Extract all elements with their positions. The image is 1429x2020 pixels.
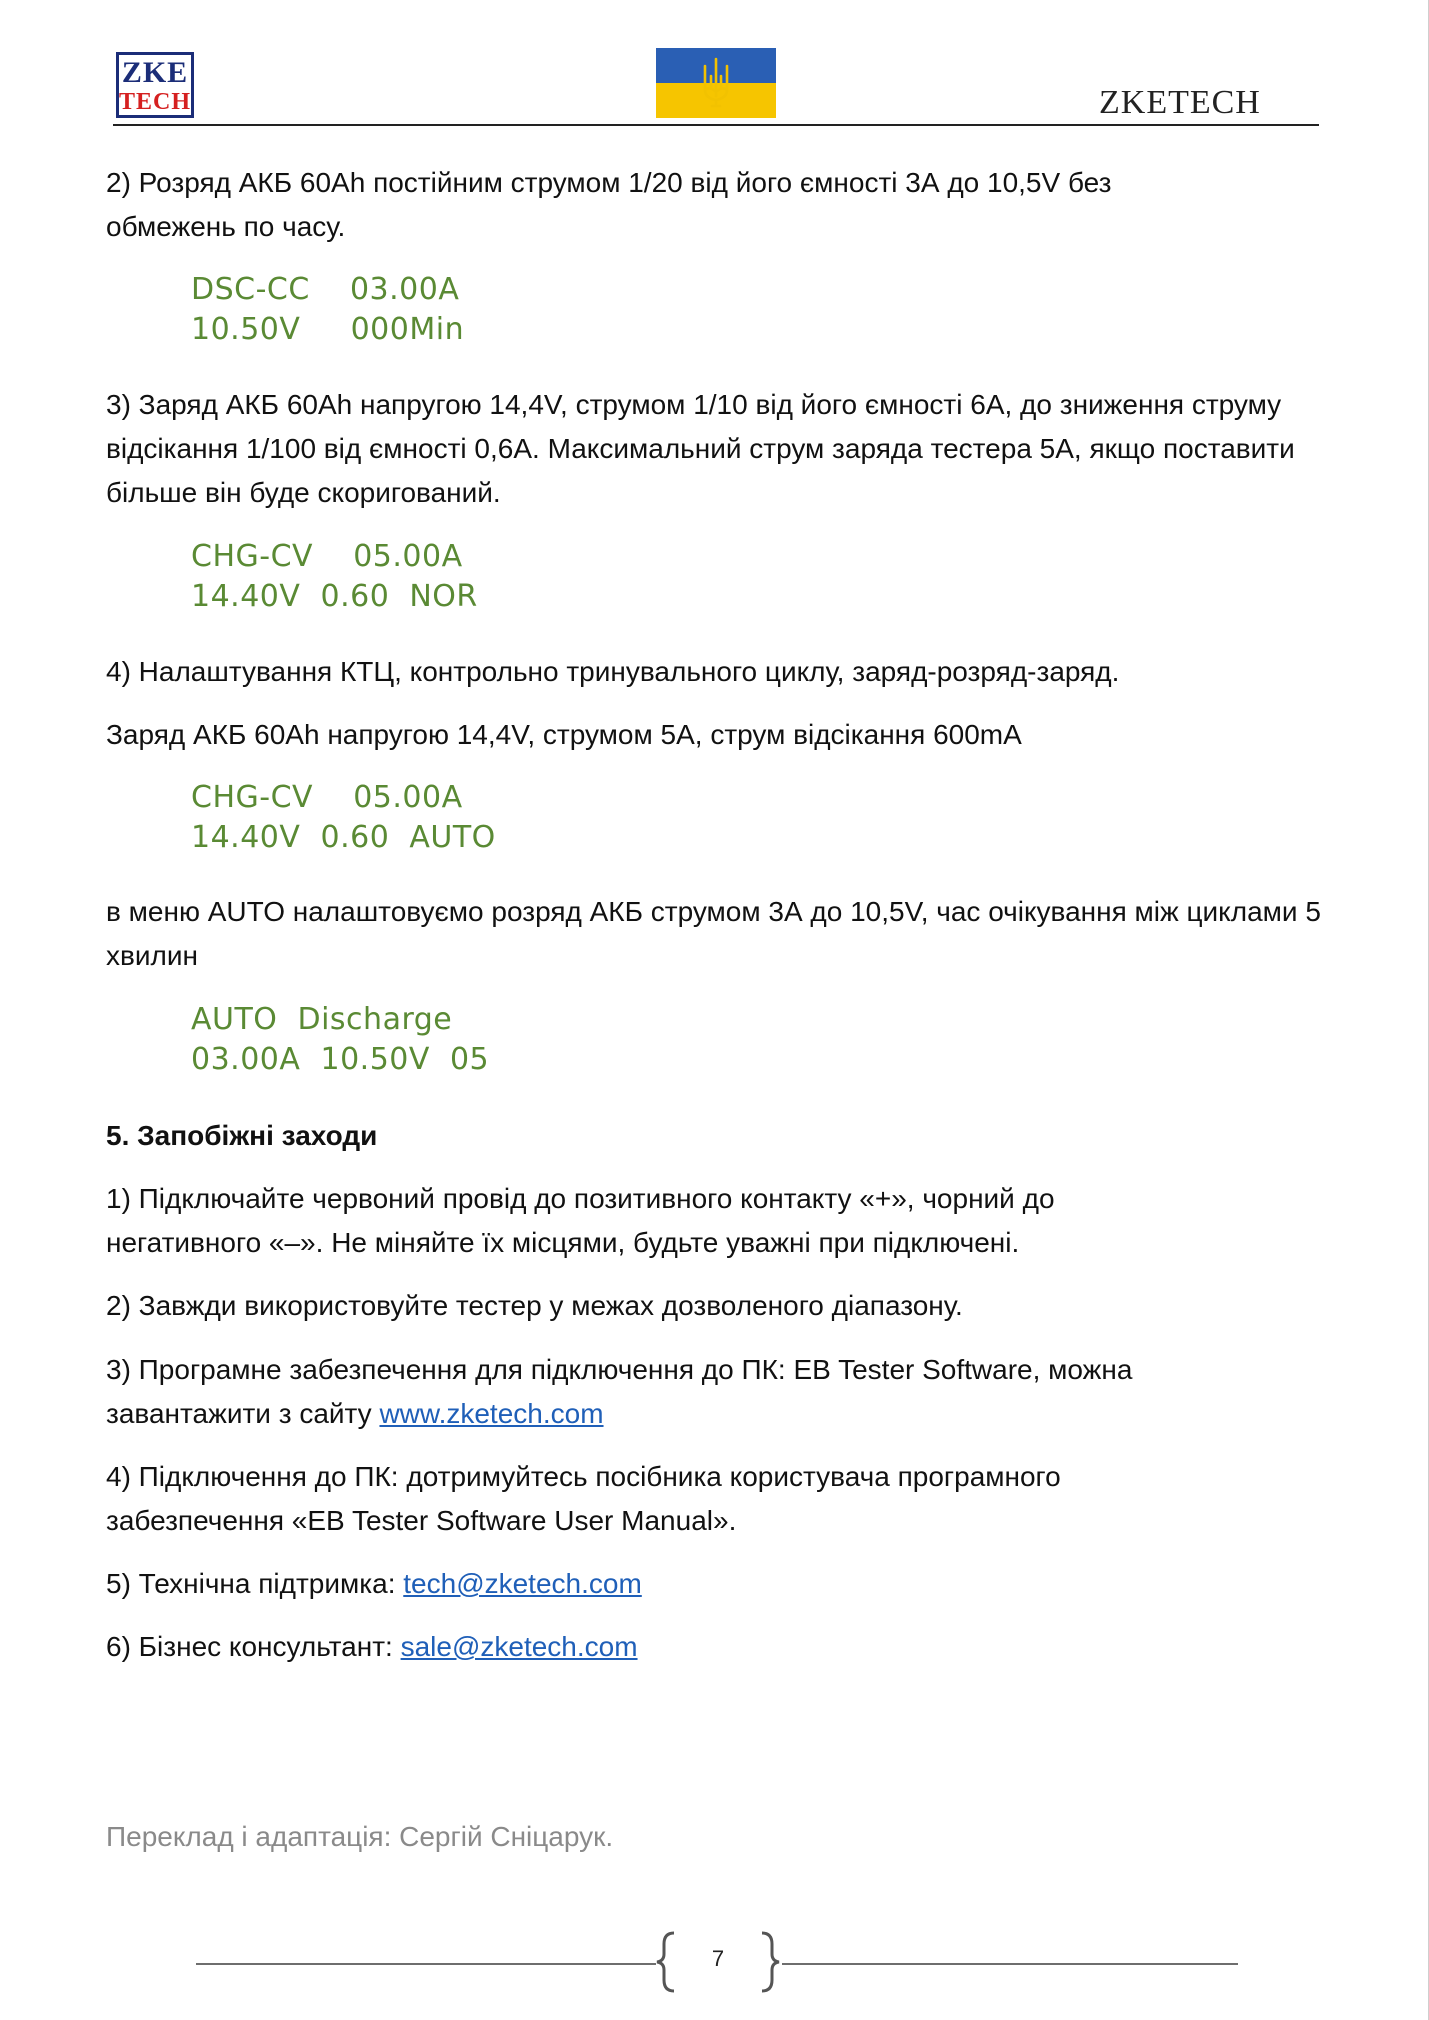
tech-support-email-link[interactable]: tech@zketech.com xyxy=(403,1568,642,1599)
item3-text: 3) Заряд АКБ 60Ah напругою 14,4V, струмом 1/10 від його ємності 6А, до зниження струму відсікання 1/100 від ємності 0,6А. Максимальний струм заряда тестера 5А, якщо поставити більше він буде скоригований. xyxy=(106,389,1295,508)
footer-line-left xyxy=(196,1963,656,1965)
item4-text3: в меню AUTO налаштовуємо розряд АКБ струмом 3А до 10,5V, час очікування між циклами 5 хвилин xyxy=(106,896,1321,971)
section5-p6 xyxy=(106,1625,1324,1669)
right-brace-icon xyxy=(758,1930,782,1994)
section5-p5-text: 5) Технічна підтримка: xyxy=(106,1568,404,1599)
zketech-logo xyxy=(116,52,194,118)
item3-display-line1: CHG-CV 05.00A xyxy=(191,539,463,574)
ukraine-flag-icon xyxy=(656,48,776,118)
section5-p3-text: 3) Програмне забезпечення для підключення до ПК: EB Tester Software, можна завантажити з сайту xyxy=(106,1354,1133,1429)
logo-line2: TECH xyxy=(119,89,192,115)
page-number: 7 xyxy=(711,1946,725,1971)
header-divider xyxy=(113,124,1319,126)
section5-p1: 1) Підключайте червоний провід до позитивного контакту «+», чорний до негативного «–». Не міняйте їх місцями, будьте уважні при підключені. xyxy=(106,1183,1055,1258)
item4-display-line1: CHG-CV 05.00A xyxy=(191,780,463,815)
trident-icon xyxy=(697,56,735,110)
website-link[interactable]: www.zketech.com xyxy=(379,1398,604,1429)
item4-text2: Заряд АКБ 60Ah напругою 14,4V, струмом 5А, струм відсікання 600mA xyxy=(106,719,1022,750)
sales-email-link[interactable]: sale@zketech.com xyxy=(400,1631,638,1662)
item4-display2-line2: 03.00A 10.50V 05 xyxy=(191,1042,490,1077)
item2-display-line1: DSC-CC 03.00A xyxy=(191,272,460,307)
section5-heading: 5. Запобіжні заходи xyxy=(106,1120,378,1151)
section5-p5 xyxy=(106,1562,1324,1606)
footer-line-right xyxy=(782,1963,1238,1965)
item2-text: 2) Розряд АКБ 60Ah постійним струмом 1/20 від його ємності 3А до 10,5V без обмежень по часу. xyxy=(106,167,1112,242)
brand-name: ZKETECH xyxy=(1099,84,1261,121)
item4-text: 4) Налаштування КТЦ, контрольно тринувального циклу, заряд-розряд-заряд. xyxy=(106,656,1120,687)
item4-display-line2: 14.40V 0.60 AUTO xyxy=(191,820,496,855)
translation-credit: Переклад і адаптація: Сергій Сніцарук. xyxy=(106,1821,614,1852)
item4-display2-line1: AUTO Discharge xyxy=(191,1002,453,1037)
section5-p6-text: 6) Бізнес консультант: xyxy=(106,1631,401,1662)
item2-display-line2: 10.50V 000Min xyxy=(191,312,465,347)
section5-p2: 2) Завжди використовуйте тестер у межах дозволеного діапазону. xyxy=(106,1290,963,1321)
section5-p3 xyxy=(106,1348,1286,1436)
logo-line1: ZKE xyxy=(121,56,189,89)
left-brace-icon xyxy=(654,1930,678,1994)
section5-p4: 4) Підключення до ПК: дотримуйтесь посібника користувача програмного забезпечення «EB Tester Software User Manual». xyxy=(106,1461,1061,1536)
item3-display-line2: 14.40V 0.60 NOR xyxy=(191,579,478,614)
